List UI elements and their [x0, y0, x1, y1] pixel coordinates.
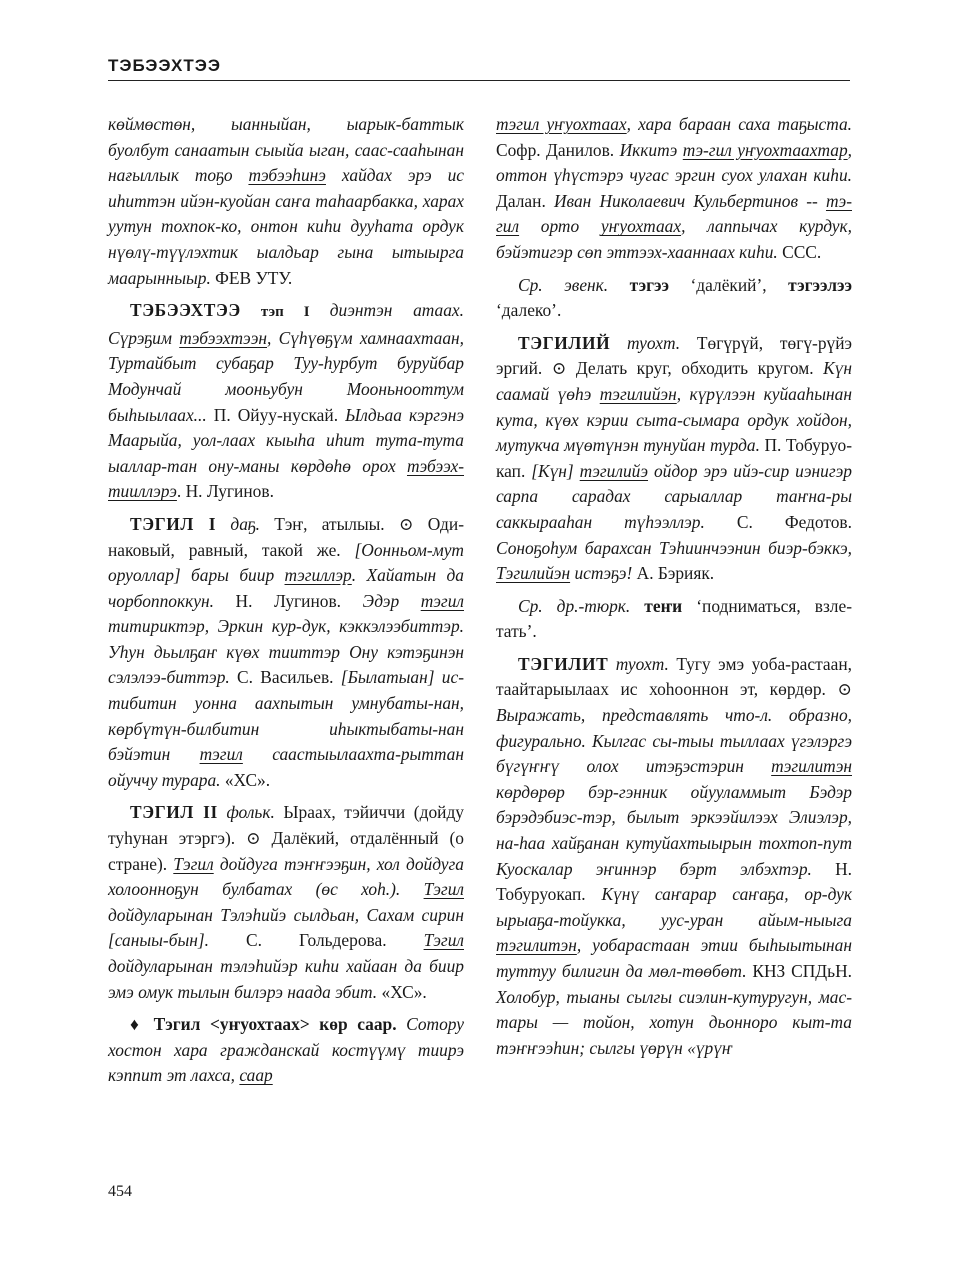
text: Соноҕоһум барахсан Тэһиинчээнин биэр-бэккэ,: [496, 537, 852, 558]
source-ref: Далан.: [496, 190, 546, 211]
header-rule: [108, 80, 850, 81]
text: Ыраах, тэйиччи (дойду туһунан этэргэ).: [108, 802, 464, 849]
entry-tegil-2: [108, 800, 464, 1005]
grammar-label: фольк.: [217, 802, 275, 823]
russian-gloss: Делать круг, обходить кругом.: [575, 358, 814, 379]
text: хайдах эрэ ис иһиттэн ийэн-куойан саҥа таһаарбакка, харах уутун тохпок-ко, онтон киһи дууһата ордук нүөлү-түүлэхтик ыалдьар гына ытыырга маарынныыр.: [108, 165, 464, 288]
grammar-label: даҕ.: [216, 513, 260, 534]
headword-usage: Тэгил: [423, 879, 464, 900]
phrase-continuation: [496, 112, 852, 266]
headword-usage: Тэгилийэн: [496, 563, 571, 584]
left-column: [108, 112, 464, 1096]
text: Күнү саҥарар саҥаҕа, ор-дук ырыаҕа-тойукка, уус-уран айым-ныыга: [496, 884, 852, 930]
headword-usage: тэгил уҥуохтаах: [496, 114, 627, 134]
text: истэҕэ!: [570, 563, 633, 584]
text: дойдуга тэҥҥээҕин, хол дойдуга холоонноҕун булбатах (өс хоһ.).: [108, 853, 464, 900]
headword-usage: тэгилитэн: [771, 756, 852, 777]
text: , хара бараан саха таҕыста.: [626, 114, 853, 134]
etymology-evenk: [496, 273, 852, 324]
running-head: ТЭБЭЭХТЭЭ: [108, 56, 221, 75]
headword-usage: тэбээхтээн: [179, 327, 267, 348]
source-ref: КНЗ СПДьН.: [746, 961, 852, 981]
text: Төгүрүй, төгү-рүйэ эргий.: [496, 332, 852, 379]
entry-tebeekhtee: [108, 298, 464, 505]
ring-symbol-icon: ⊙: [384, 513, 428, 534]
headword: ТЭГИЛ I: [130, 513, 217, 534]
headword: ТЭГИЛИЙ: [518, 332, 611, 353]
headword-usage: уҥуохтаах: [600, 216, 682, 237]
headword-usage: тэгилитэн: [496, 935, 577, 956]
text: [Былатыан] ис-тибитин уонна аахпытын умнубаты-нан, көрбүтүн-билбитин иһыктыбаты-нан бэйэтин: [108, 667, 465, 765]
text: ойдор эрэ ийэ-сир иэнигэр сарпа сарадах сарыаллар таҥна-ры саккырааһан түһээллэр.: [496, 460, 852, 532]
headword-usage: Тэгил: [423, 930, 464, 951]
text: Холобур, тыаны сылгы сиэлин-кутуругун, мас-тары — тойон, хотун дьонноро кыт-та тэҥҥээһин; сылгы үөрүн «үрүҥ: [496, 986, 852, 1058]
source-ref: «ХС».: [220, 769, 271, 790]
entry-tegil-1: [108, 512, 464, 794]
headword-usage: тэ-гил: [496, 190, 852, 237]
text: , Сүһүөҕүм хамнаахтаан, Туртайбыт субаҕар Туу-һурбут буруйбар Модунчай мооньубун Мооньнооттум быһыылаах...: [108, 327, 464, 425]
russian-gloss: Далёкий, отдалённый (о стране).: [108, 828, 464, 874]
headword: ТЭГИЛ II: [130, 802, 218, 823]
headword: ТЭБЭЭХТЭЭ: [130, 300, 241, 321]
text: саастыылаахта-рыттан ойуччу турара.: [108, 744, 464, 790]
text: көймөстөн, ыанныйан, ыарык-баттык буолбут санаатын сыыйа ыган, саас-сааһынан нағыллык тоҕо: [108, 114, 464, 186]
lozenge-icon: ♦: [130, 1014, 154, 1035]
text: , оттон үһүстэрэ чугас эргин суох улахан киһи.: [496, 139, 852, 186]
etymon-gloss: ‘подниматься, взле-тать’.: [496, 595, 853, 642]
entry-tegiliy: [496, 331, 852, 587]
source-ref: Софр. Данилов.: [496, 139, 615, 160]
etymology-turkic: [496, 594, 852, 645]
text: [Күн]: [525, 460, 580, 481]
etymon: тэгээ: [608, 274, 670, 295]
text: Сотору хостон хара гражданскай костүүмү тиирэ кэппит эт лахса,: [108, 1014, 464, 1086]
headword-usage: тэгиллэр: [284, 565, 352, 586]
grammar-label: туохт.: [610, 332, 681, 353]
text: Эдэр: [341, 590, 421, 611]
source-ref: ССС.: [777, 241, 822, 262]
source-ref: С. Федотов.: [704, 511, 852, 532]
phrase-headword: Тэгил <уҥуохтааx> көр саар.: [153, 1014, 397, 1035]
headword-usage: тэгилийэ: [579, 460, 649, 481]
etymon-gloss: ‘далеко’.: [496, 300, 562, 321]
source-ref: С. Васильев.: [229, 667, 334, 688]
page-number: 454: [108, 1183, 132, 1200]
headword-usage: тэгил: [420, 590, 464, 611]
phrase-tegil-unuokhtaakh: [108, 1012, 464, 1089]
headword-usage: тэ-гил уҥуохтаахтар: [682, 139, 848, 160]
text: , уобарастаан этии быһыытынан туттуу билигин да мөл-төөбөт.: [496, 935, 852, 981]
source-ref: П. Ойуу-нускай.: [206, 404, 339, 425]
text: титириктэр, Эркин кур-дук, кэккэлээбиттэр. Уһун дьылҕаҥ күөх тииттэр Ону кэтэҕинэн сэлэлээ-биттэр.: [108, 616, 464, 688]
source-ref: С. Гольдерова.: [208, 930, 387, 951]
text: . Хайатын да чорбоппоккун.: [108, 565, 464, 611]
grammar-label: тэп I: [240, 304, 330, 321]
russian-gloss: Выражать, представлять что-л. образно, фигурально.: [496, 705, 852, 751]
right-column: [496, 112, 852, 1068]
source-ref: Н. Лугинов.: [213, 590, 342, 611]
etymon: тэгээлээ: [766, 274, 852, 295]
headword-usage: саар: [239, 1065, 273, 1086]
etymon: теҥи: [630, 595, 683, 616]
text: көрдөрөр бэр-гэнник ойууламмыт Бэдэр бэрэдэбиэс-тэр, былыт эркээйилээх Элиэлэр, на-һаа хайҕанан кутуйахтыырын тохтоп-пут Куоскалар эҥиннэр бэрт элбэхтэр.: [496, 781, 852, 879]
ring-symbol-icon: ⊙: [542, 358, 576, 379]
text: орто: [519, 216, 601, 237]
text: Ылдьаа кэргэнэ Маарыйа, уол-лаах кыыһа иһит тута-тута ыаллар-тан ону-маны көрдөһө орох: [108, 404, 464, 476]
source-ref: Н. Тобуруокап.: [496, 858, 852, 905]
headword-usage: тэгил: [199, 744, 243, 765]
headword-usage: Тэгил: [173, 853, 214, 874]
ring-symbol-icon: ⊙: [235, 828, 272, 849]
source-ref: «ХС».: [377, 981, 427, 1002]
etymology-label: Ср. эвенк.: [518, 274, 609, 295]
text: Тэҥ, атылыы.: [259, 513, 385, 534]
text: Иккитэ: [614, 139, 683, 160]
source-ref: . Н. Лугинов.: [176, 481, 274, 502]
etymology-label: Ср. др.-тюрк.: [518, 595, 631, 616]
text: , лаппычах курдук, бэйэтигэр сөп эттээх-хааннаах киһи.: [496, 216, 852, 262]
source-ref: А. Бэрияк.: [632, 563, 715, 584]
text: , күрүлээн куйааһынан кута, күөх кэрии сыта-сымара ордук хойдон, мутукча мүөтүнэн тунуйан турда.: [496, 383, 852, 456]
entry-tegilit: [496, 652, 852, 1062]
grammar-label: туохт.: [608, 653, 669, 674]
text: Кылгас сы-тыы тыллаах үгэлэргэ бүгүҥҥү олох итэҕэстэрин: [496, 730, 852, 777]
headword-usage: тэгилийэн: [599, 383, 677, 404]
text: дойдуларынан тэлэһийэр киһи хайаан да биир эмэ омук тылын билэрэ наада эбит.: [108, 956, 464, 1002]
text: Күн саамай үөһэ: [496, 358, 852, 404]
source-ref: П. Тобуруо-кап.: [496, 435, 852, 481]
text: Тугу эмэ уоба-растаан, таайтарыылаах ис хоһооннон эт, көрдөр.: [496, 653, 852, 700]
text: Иван Николаевич Кульбертинов --: [545, 190, 826, 211]
russian-gloss: Оди-наковый, равный, такой же.: [108, 513, 464, 560]
ring-symbol-icon: ⊙: [825, 679, 853, 700]
headword: ТЭГИЛИТ: [518, 653, 609, 674]
source-ref: ФЕВ УТУ.: [210, 267, 293, 288]
text: [Оонньом-мут оруоллар] бары биир: [108, 539, 464, 586]
etymon-gloss: ‘далёкий’,: [669, 274, 767, 295]
headword-usage: тэбээһинэ: [248, 165, 326, 186]
text: диэнтэн атаах. Сүрэҕим: [108, 300, 464, 348]
headword-usage: тэбээх-тииллэрэ: [108, 455, 464, 502]
entry-continuation: [108, 112, 464, 291]
text: дойдуларынан Тэлэһийэ сылдьан, Сахам сирин [саныы-бын].: [108, 904, 464, 951]
